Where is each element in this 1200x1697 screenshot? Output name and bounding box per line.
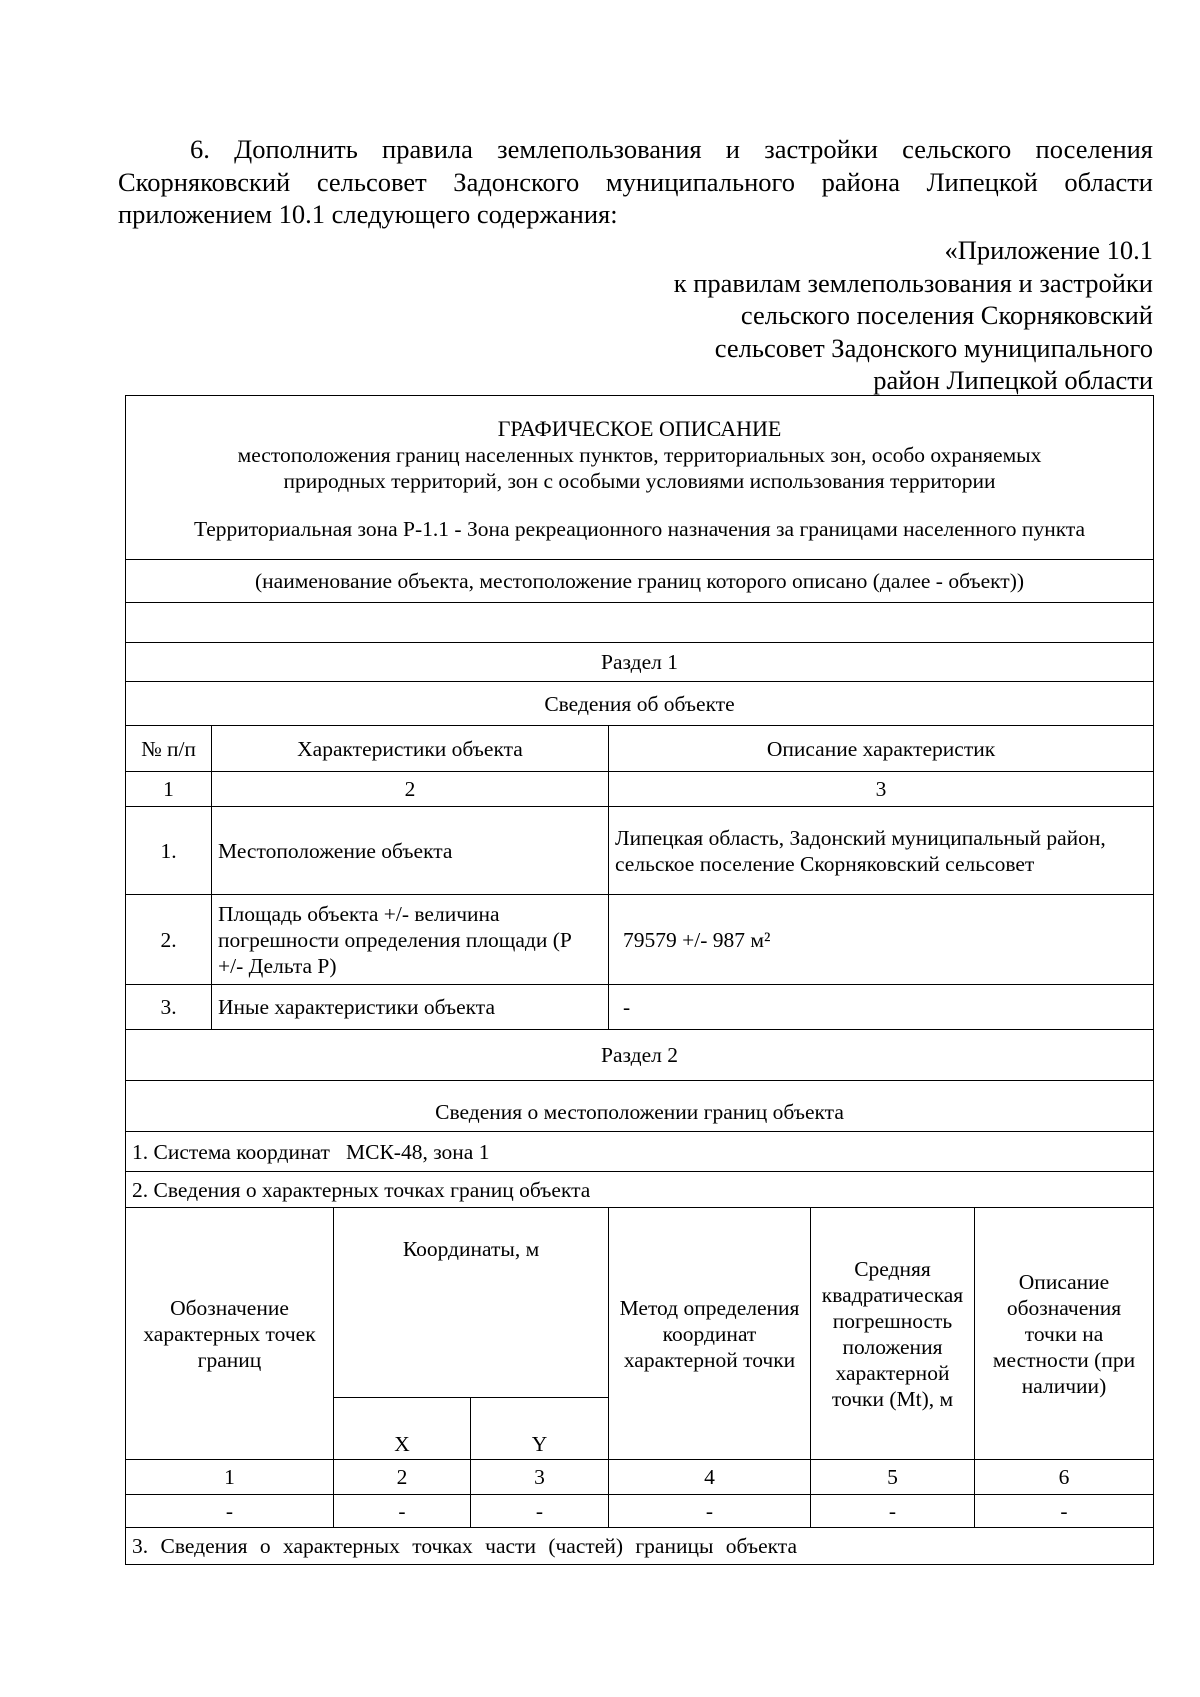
row-number: 2. [126, 895, 212, 985]
characteristic-name: Иные характеристики объекта [212, 985, 609, 1030]
characteristic-value: Липецкая область, Задонский муниципальный район, сельское поселение Скорняковский сельсовет [609, 807, 1154, 895]
object-caption: (наименование объекта, местоположение границ которого описано (далее - объект)) [126, 560, 1154, 603]
intro-paragraph: 6. Дополнить правила землепользования и застройки сельского поселения Скорняковский сельсовет Задонского муниципального района Липецкой области приложением 10.1 следующего содержания: [118, 134, 1153, 229]
data-cell: - [334, 1495, 471, 1528]
column-number: 3 [471, 1460, 609, 1495]
column-header-designation: Обозначение характерных точек границ [126, 1208, 334, 1460]
table-row [126, 985, 1154, 1030]
column-number: 4 [609, 1460, 811, 1495]
column-number: 1 [126, 772, 212, 807]
points-title: 2. Сведения о характерных точках границ объекта [126, 1172, 1154, 1208]
spacer-row [126, 603, 1154, 643]
table-row [126, 895, 1154, 985]
data-cell: - [975, 1495, 1154, 1528]
data-cell: - [811, 1495, 975, 1528]
column-header-method: Метод определения координат характерной точки [609, 1208, 811, 1460]
characteristic-name: Местоположение объекта [212, 807, 609, 895]
column-number: 3 [609, 772, 1154, 807]
data-cell: - [471, 1495, 609, 1528]
column-number: 1 [126, 1460, 334, 1495]
appendix-line: сельского поселения Скорняковский [740, 300, 1153, 330]
column-number: 2 [334, 1460, 471, 1495]
column-header-y: Y [471, 1398, 609, 1460]
column-header-characteristics: Характеристики объекта [212, 726, 609, 772]
row-number: 1. [126, 807, 212, 895]
parts-title: 3. Сведения о характерных точках части (частей) границы объекта [126, 1528, 1154, 1565]
section2-subtitle: Сведения о местоположении границ объекта [126, 1081, 1154, 1132]
column-header-error: Средняя квадратическая погрешность положения характерной точки (Mt), м [811, 1208, 975, 1460]
row-number: 3. [126, 985, 212, 1030]
data-cell: - [609, 1495, 811, 1528]
zone-name: Территориальная зона Р-1.1 - Зона рекреационного назначения за границами населенного пункта [193, 517, 1086, 541]
characteristic-value: 79579 +/- 987 м² [609, 895, 1154, 985]
column-number: 5 [811, 1460, 975, 1495]
appendix-line: сельсовет Задонского муниципального [714, 332, 1153, 363]
column-header-x: X [334, 1398, 471, 1460]
section1-title: Раздел 1 [126, 643, 1154, 682]
column-header-description: Описание характеристик [609, 726, 1154, 772]
document-subtitle: местоположения границ населенных пунктов, территориальных зон, особо охраняемых [237, 443, 1042, 467]
appendix-line: к правилам землепользования и застройки [673, 267, 1153, 298]
coordinate-system: 1. Система координат МСК-48, зона 1 [126, 1132, 1154, 1172]
section2-title: Раздел 2 [126, 1030, 1154, 1081]
graphic-description-table [125, 395, 1154, 1565]
document-title: ГРАФИЧЕСКОЕ ОПИСАНИЕ [497, 416, 782, 441]
column-number: 2 [212, 772, 609, 807]
table-row [126, 1495, 1154, 1528]
data-cell: - [126, 1495, 334, 1528]
characteristic-name: Площадь объекта +/- величина погрешности определения площади (Р +/- Дельта Р) [212, 895, 609, 985]
document-subtitle: природных территорий, зон с особыми условиями использования территории [283, 469, 996, 493]
header-cell [126, 396, 1154, 560]
appendix-line: «Приложение 10.1 [944, 235, 1153, 265]
column-header-number: № п/п [126, 726, 212, 772]
appendix-line: район Липецкой области [873, 365, 1153, 395]
appendix-header [674, 234, 1153, 397]
characteristic-value: - [609, 985, 1154, 1030]
column-number: 6 [975, 1460, 1154, 1495]
column-header-point-description: Описание обозначения точки на местности (при наличии) [975, 1208, 1154, 1460]
column-header-coordinates: Координаты, м [334, 1208, 609, 1398]
section1-subtitle: Сведения об объекте [126, 682, 1154, 726]
table-row [126, 807, 1154, 895]
